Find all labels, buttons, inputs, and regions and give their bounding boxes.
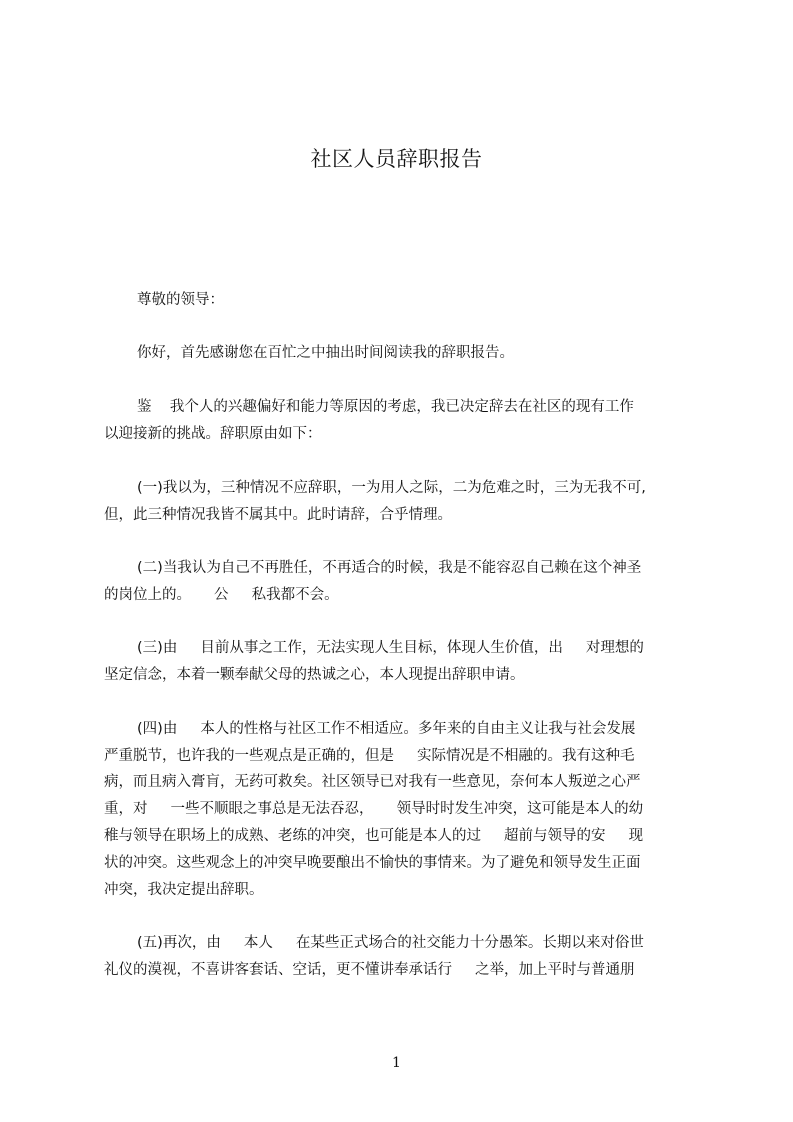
paragraph-reason-4-line: 重，对 一些不顺眼之事总是无法吞忍， 领导时时发生冲突，这可能是本人的幼 [104,801,644,817]
paragraph-intro-line: 以迎接新的挑战。辞职原由如下： [104,426,322,442]
paragraph-reason-3-line: 坚定信念，本着一颗奉献父母的热诚之心，本人现提出辞职申请。 [104,667,525,683]
paragraph-reason-1-line: (一)我以为，三种情况不应辞职，一为用人之际，二为危难之时，三为无我不可, [137,480,646,496]
paragraph-reason-4-line: 状的冲突。这些观念上的冲突早晚要酿出不愉快的事情来。为了避免和领导发生正面 [104,855,641,871]
paragraph-reason-1-line: 但，此三种情况我皆不属其中。此时请辞，合乎情理。 [104,507,452,523]
paragraph-reason-2-line: (二)当我认为自己不再胜任，不再适合的时候，我是不能容忍自己赖在这个神圣 [137,560,642,576]
paragraph-reason-5-line: (五)再次，由 本人 在某些正式场合的社交能力十分愚笨。长期以来对俗世 [137,935,644,951]
page-number: 1 [392,1055,401,1071]
salutation: 尊敬的领导： [137,292,224,308]
paragraph-reason-3-line: (三)由 目前从事之工作，无法实现人生目标，体现人生价值，出 对理想的 [137,640,644,656]
paragraph-reason-4-line: 稚与领导在职场上的成熟、老练的冲突，也可能是本人的过 超前与领导的安 现 [104,828,644,844]
paragraph-reason-4-line: 病，而且病入膏肓，无药可救矣。社区领导已对我有一些意见，奈何本人叛逆之心严 [104,774,641,790]
paragraph-greeting: 你好，首先感谢您在百忙之中抽出时间阅读我的辞职报告。 [137,345,514,361]
paragraph-intro-line: 鉴 我个人的兴趣偏好和能力等原因的考虑，我已决定辞去在社区的现有工作 [137,399,634,415]
paragraph-reason-4-line: (四)由 本人的性格与社区工作不相适应。多年来的自由主义让我与社会发展 [137,721,636,737]
paragraph-reason-5-line: 礼仪的漠视，不喜讲客套话、空话，更不懂讲奉承话行 之举，加上平时与普通朋 [104,962,635,978]
paragraph-reason-4-line: 严重脱节，也许我的一些观点是正确的，但是 实际情况是不相融的。我有这种毛 [104,748,635,764]
page-title: 社区人员辞职报告 [310,147,483,171]
paragraph-reason-2-line: 的岗位上的。 公 私我都不会。 [104,587,339,603]
paragraph-reason-4-line: 冲突，我决定提出辞职。 [104,882,264,898]
